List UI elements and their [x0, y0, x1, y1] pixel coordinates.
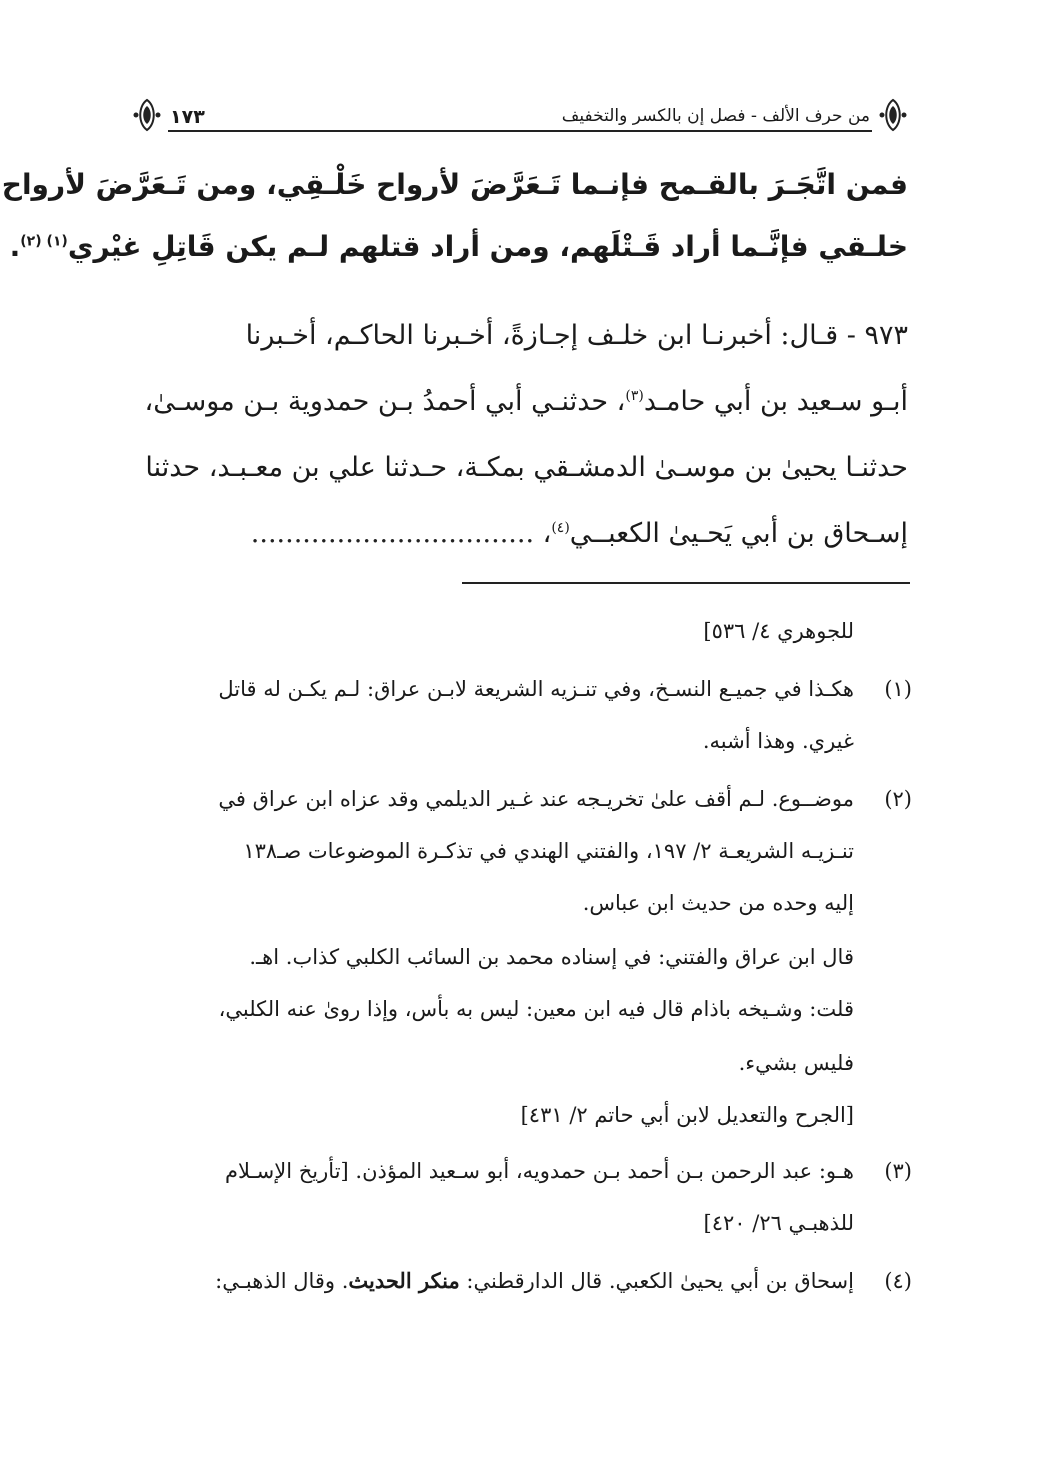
body-bold-line-2-text: خلـقي فإنَّـما أراد قَـتْلَهم، ومن أراد قتلهم لـم يكن قَاتِلِ غيْري	[67, 230, 908, 263]
hadith-973-line-4-b: ،	[534, 518, 552, 549]
footnote-2-line-1: موضــوع. لـم أقف علىٰ تخريـجه عند غـير الديلمي وقد عزاه ابن عراق في	[218, 787, 854, 811]
hadith-973-line-3: حدثنـا يحيىٰ بن موسـىٰ الدمشـقي بمكـة، حـدثنا علي بن معـبـد، حدثنا	[145, 452, 908, 483]
footnote-1-line-1: هكـذا في جميـع النسـخ، وفي تنـزيه الشريعة لابـن عراق: لـم يكـن له قاتل	[218, 677, 854, 701]
hadith-973-line-4	[128, 518, 908, 550]
footnote-4-text-c: . وقال الذهبـي:	[215, 1269, 349, 1293]
footnote-ref-4: (٤)	[551, 520, 570, 536]
hadith-973-dots: .................................	[250, 518, 535, 549]
running-header	[128, 96, 912, 140]
header-rule	[168, 130, 872, 132]
page-number: ١٧٣	[166, 106, 209, 128]
footnote-3-number: (٣)	[884, 1159, 912, 1183]
footnote-1-line-2: غيري. وهذا أشبه.	[702, 729, 854, 753]
body-bold-line-2-end: .	[9, 230, 21, 263]
footnote-3-line-2: للذهبـي ٢٦/ ٤٢٠]	[703, 1211, 854, 1235]
footnote-separator	[462, 582, 910, 584]
header-ornament-right-icon	[878, 98, 908, 132]
hadith-973-line-4-a: إسـحاق بن أبي يَحـيىٰ الكعبــي	[569, 518, 908, 549]
hadith-973-line-2-a: أبـو سـعيد بن أبي حامـد	[643, 386, 908, 417]
hadith-973-line-2	[128, 386, 908, 418]
footnote-4-text-a: إسحاق بن أبي يحيىٰ الكعبي. قال الدارقطني:	[459, 1269, 854, 1293]
footnote-2-line-6: فليس بشيء.	[738, 1051, 854, 1075]
header-ornament-left-icon	[132, 98, 162, 132]
footnote-1-number: (١)	[884, 677, 912, 701]
footnote-ref-3: (٣)	[625, 388, 644, 404]
footnote-4-line-1	[215, 1268, 854, 1294]
footnote-2-line-7: [الجرح والتعديل لابن أبي حاتم ٢/ ٤٣١]	[520, 1103, 854, 1127]
footnote-2-line-4: قال ابن عراق والفتني: في إسناده محمد بن السائب الكلبي كذاب. اهـ.	[249, 945, 854, 969]
header-title: من حرف الألف - فصل إن بالكسر والتخفيف	[556, 106, 870, 126]
footnote-3-line-1: هـو: عبد الرحمن بـن أحمد بـن حمدويه، أبو سـعيد المؤذن. [تأريخ الإسـلام	[224, 1159, 854, 1183]
footnote-4-number: (٤)	[884, 1269, 912, 1293]
body-bold-line-1: فمن اتَّجَـرَ بالقـمح فإنـما تَـعَرَّضَ لأرواح خَلْـقِي، ومن تَـعَرَّضَ لأرواح	[1, 168, 908, 201]
hadith-973-line-1: ٩٧٣ - قـال: أخبرنـا ابن خلـف إجـازةً، أخـبرنا الحاكـم، أخـبرنا	[245, 320, 908, 351]
footnote-carry-text: للجوهري ٤/ ٥٣٦]	[703, 619, 854, 643]
footnote-ref-1-2: (١) (٢)	[20, 233, 68, 250]
body-bold-line-2	[9, 230, 908, 264]
footnote-2-number: (٢)	[884, 787, 912, 811]
footnote-2-line-2: تنـزيـه الشريعـة ٢/ ١٩٧، والفتني الهندي في تذكـرة الموضوعات صـ١٣٨	[243, 839, 854, 863]
footnote-4-text-bold: منكر الحديث	[348, 1268, 460, 1293]
footnote-2-line-5: قلت: وشـيخه باذام قال فيه ابن معين: ليس به بأس، وإذا روىٰ عنه الكلبي،	[218, 997, 854, 1021]
hadith-973-line-2-b: ، حدثنـي أبي أحمدُ بـن حمدوية بـن موسـىٰ،	[144, 386, 626, 417]
footnote-2-line-3: إليه وحده من حديث ابن عباس.	[582, 891, 854, 915]
